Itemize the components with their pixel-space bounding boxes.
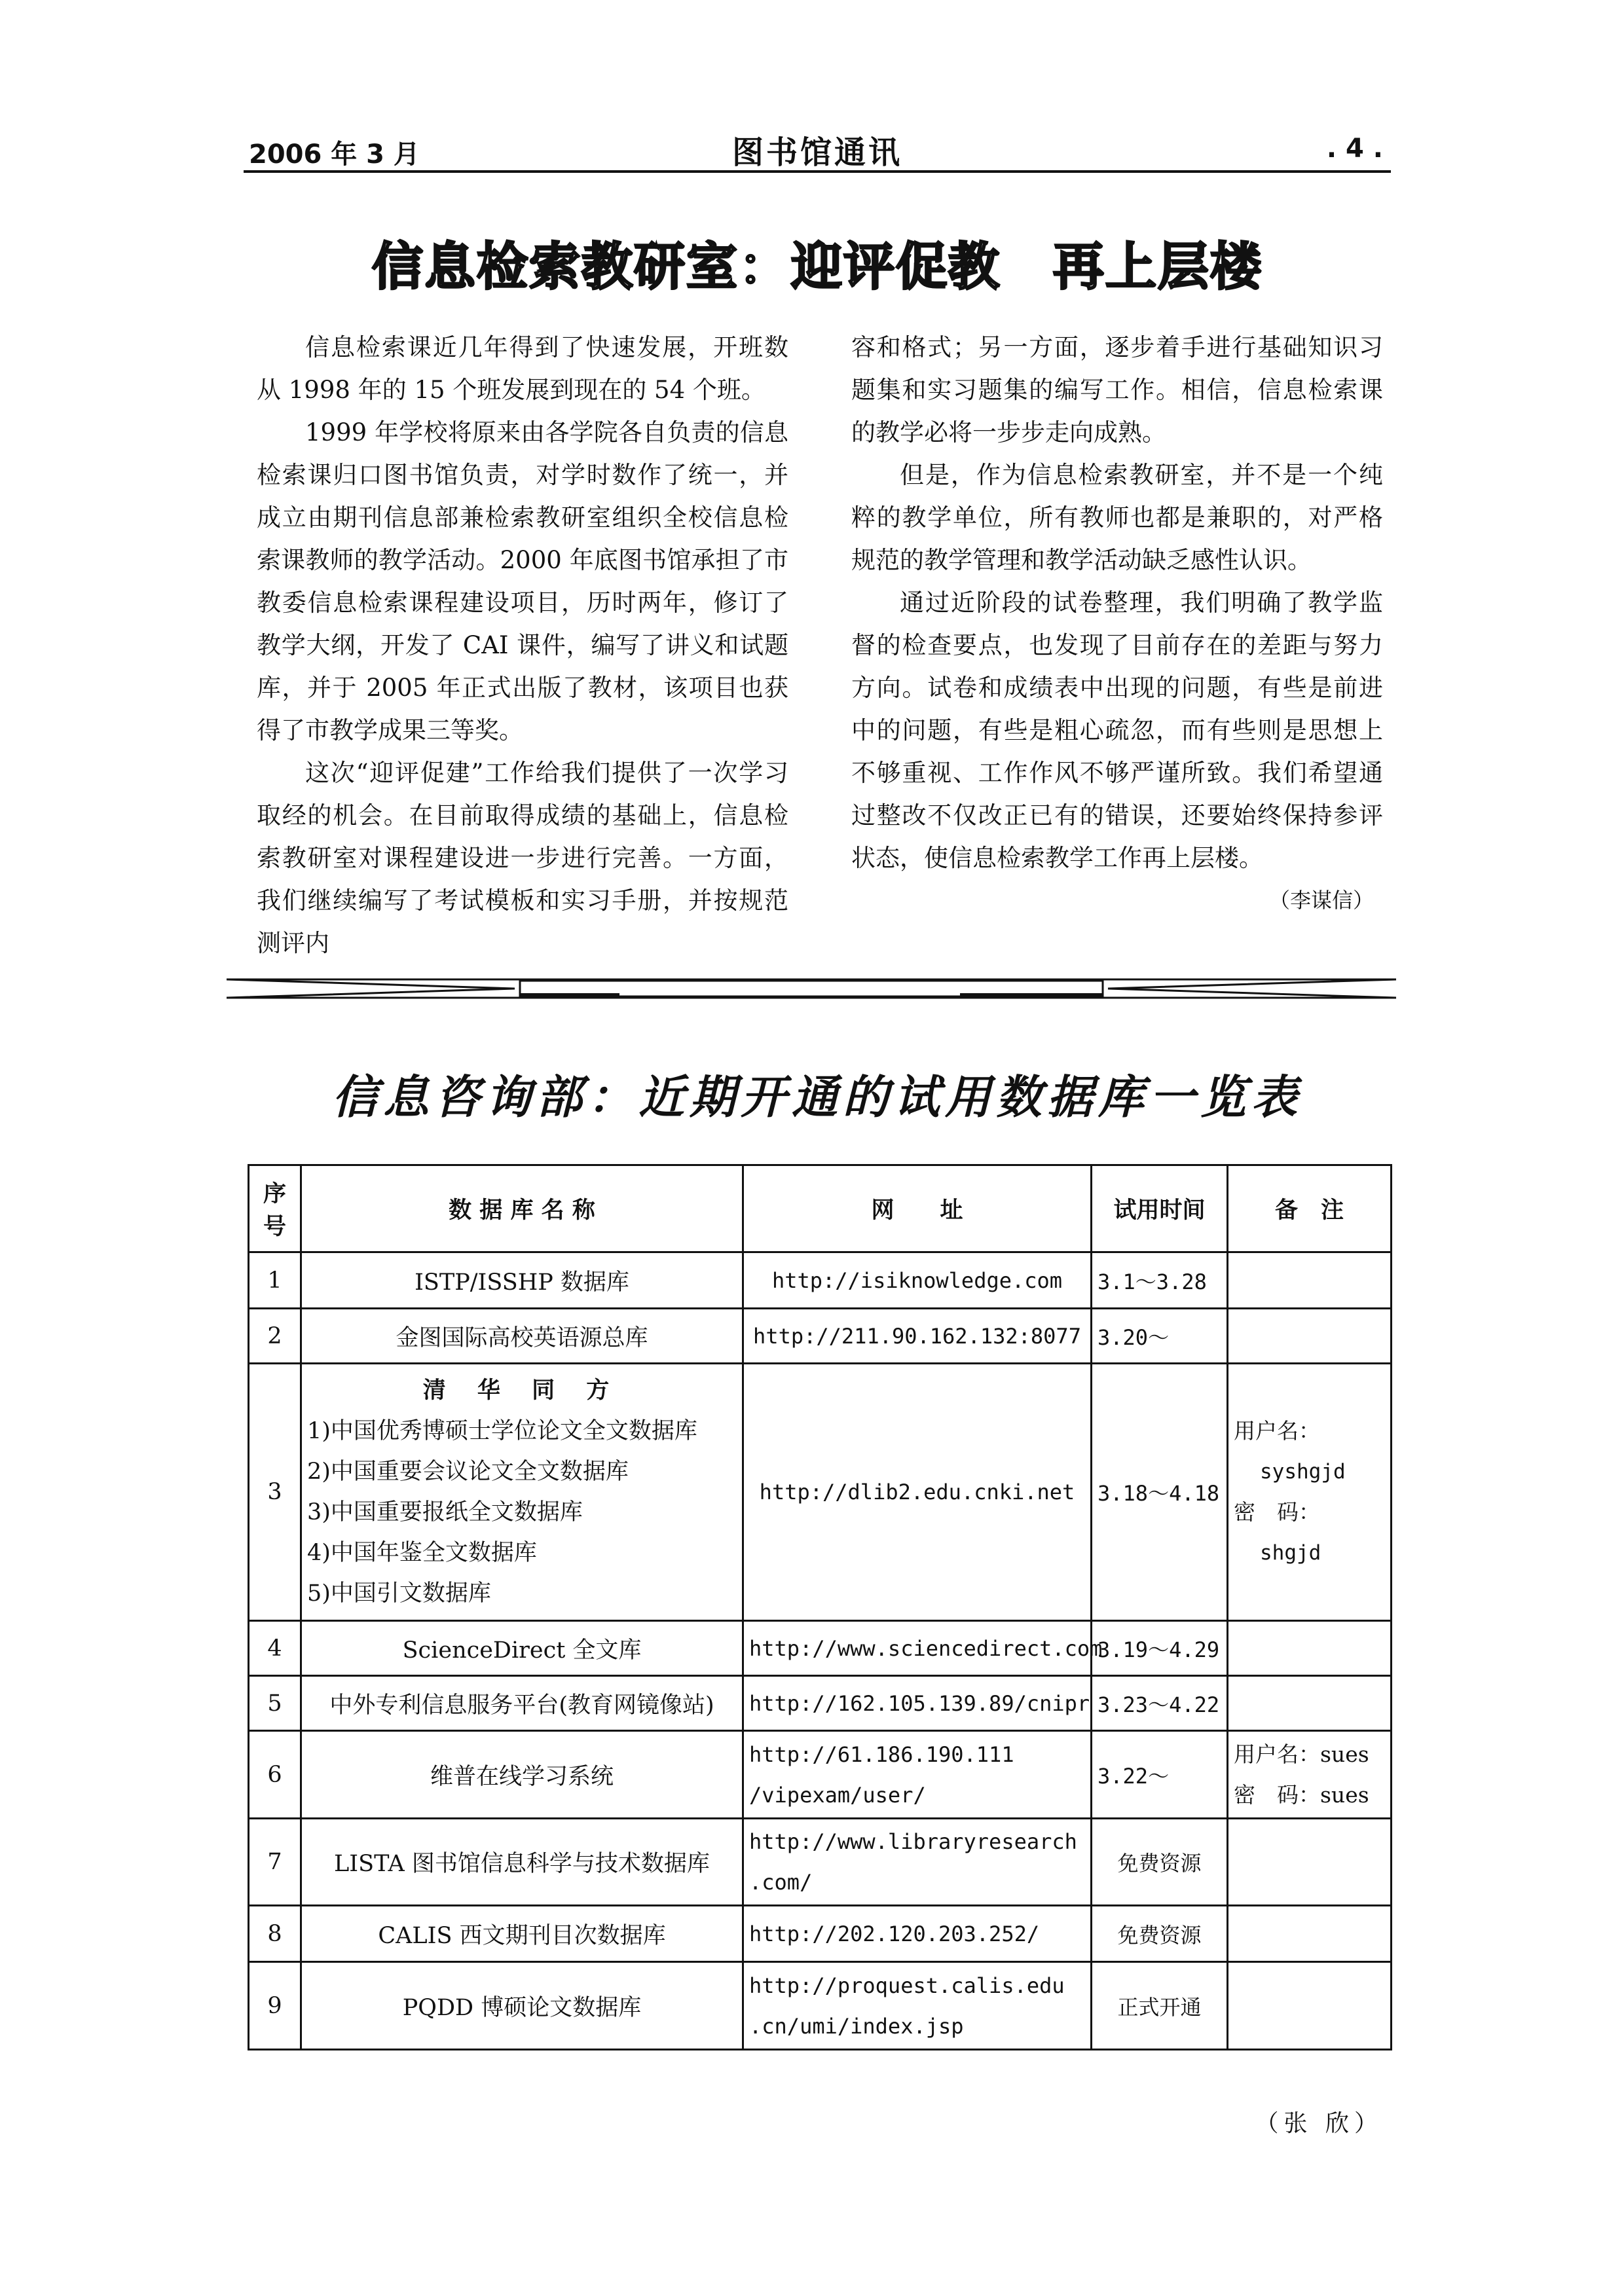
header-name: 数 据 库 名 称 [301, 1165, 743, 1252]
db-url [743, 1962, 1092, 2050]
db-url: http://dlib2.edu.cnki.net [743, 1364, 1092, 1621]
article1-author: （李谋信） [1268, 888, 1374, 913]
table-row [249, 1364, 1392, 1621]
trial-time: 免费资源 [1092, 1819, 1228, 1906]
db-name: CALIS 西文期刊目次数据库 [301, 1906, 743, 1962]
db-name: 中外专利信息服务平台(教育网镜像站) [301, 1676, 743, 1731]
table-row [249, 1676, 1392, 1731]
url-line: http://www.libraryresearch [749, 1829, 1077, 1854]
trial-time: 3.22～ [1092, 1731, 1228, 1819]
trial-time: 3.1～3.28 [1092, 1252, 1228, 1309]
header-note: 备 注 [1228, 1165, 1392, 1252]
db-note [1228, 1731, 1392, 1819]
section-divider [227, 975, 1396, 1002]
row-num: 2 [249, 1309, 301, 1364]
db-url: http://162.105.139.89/cnipr [743, 1676, 1092, 1731]
trial-time: 3.18～4.18 [1092, 1364, 1228, 1621]
db-note [1228, 1676, 1392, 1731]
url-line: .cn/umi/index.jsp [749, 2013, 964, 2039]
note-line: 用户名：sues [1234, 1741, 1369, 1767]
paragraph: 信息检索课近几年得到了快速发展，开班数从 1998 年的 15 个班发展到现在的 54 个班。 [257, 333, 788, 404]
db-note [1228, 1364, 1392, 1621]
table-row [249, 1621, 1392, 1676]
trial-time: 3.23～4.22 [1092, 1676, 1228, 1731]
paragraph-continuation: 容和格式；另一方面，逐步着手进行基础知识习题集和实习题集的编写工作。相信，信息检索课的教学必将一步步走向成熟。 [851, 333, 1383, 446]
note-line: shgjd [1260, 1541, 1321, 1565]
header-url: 网 址 [743, 1165, 1092, 1252]
article1-right-column [851, 326, 1383, 922]
trial-time: 免费资源 [1092, 1906, 1228, 1962]
article2-author: （张 欣） [1255, 2110, 1383, 2137]
paragraph: 1999 年学校将原来由各学院各自负责的信息检索课归口图书馆负责，对学时数作了统一，并成立由期刊信息部兼检索教研室组织全校信息检索课教师的教学活动。2000 年底图书馆承担了市教委信息检索课程建设项目，历时两年，修订了教学大纲，开发了 CAI 课件，编写了讲义和试题库，并于 2005 年正式出版了教材，该项目也获得了市教学成果三等奖。 [257, 418, 788, 744]
article1-left-column [257, 326, 788, 964]
table-row [249, 1962, 1392, 2050]
article1-title: 信息检索教研室：迎评促教 再上层楼 [371, 238, 1263, 297]
db-name: ScienceDirect 全文库 [301, 1621, 743, 1676]
row-num: 7 [249, 1819, 301, 1906]
trial-time: 3.19～4.29 [1092, 1621, 1228, 1676]
db-group-title: 清 华 同 方 [422, 1377, 621, 1404]
note-line: syshgjd [1260, 1460, 1346, 1484]
url-line: /vipexam/user/ [749, 1782, 926, 1808]
db-sub-item: 2)中国重要会议论文全文数据库 [307, 1459, 629, 1485]
db-note [1228, 1962, 1392, 2050]
note-line: 密 码： [1234, 1499, 1320, 1525]
db-name: PQDD 博硕论文数据库 [301, 1962, 743, 2050]
row-num: 9 [249, 1962, 301, 2050]
db-url: http://202.120.203.252/ [743, 1906, 1092, 1962]
page-header [244, 130, 1391, 173]
journal-title: 图书馆通讯 [731, 134, 902, 171]
db-note [1228, 1819, 1392, 1906]
db-name: ISTP/ISSHP 数据库 [301, 1252, 743, 1309]
paragraph: 通过近阶段的试卷整理，我们明确了教学监督的检查要点，也发现了目前存在的差距与努力方向。试卷和成绩表中出现的问题，有些是前进中的问题，有些是粗心疏忽，而有些则是思想上不够重视、工作作风不够严谨所致。我们希望通过整改不仅改正已有的错误，还要始终保持参评状态，使信息检索教学工作再上层楼。 [851, 589, 1383, 872]
db-sub-item: 5)中国引文数据库 [307, 1580, 491, 1607]
db-name: 维普在线学习系统 [301, 1731, 743, 1819]
page-number: . 4 . [1326, 134, 1383, 164]
note-line: 密 码：sues [1234, 1781, 1369, 1808]
db-url: http://211.90.162.132:8077 [743, 1309, 1092, 1364]
db-note [1228, 1309, 1392, 1364]
db-sub-item: 1)中国优秀博硕士学位论文全文数据库 [307, 1418, 697, 1444]
row-num: 4 [249, 1621, 301, 1676]
row-num: 1 [249, 1252, 301, 1309]
trial-time: 3.20～ [1092, 1309, 1228, 1364]
url-line: http://61.186.190.111 [749, 1741, 1014, 1767]
table-row [249, 1906, 1392, 1962]
row-num: 8 [249, 1906, 301, 1962]
paragraph: 但是，作为信息检索教研室，并不是一个纯粹的教学单位，所有教师也都是兼职的，对严格规范的教学管理和教学活动缺乏感性认识。 [851, 461, 1383, 574]
db-name: 金图国际高校英语源总库 [301, 1309, 743, 1364]
row-num: 6 [249, 1731, 301, 1819]
table-row [249, 1731, 1392, 1819]
database-table [248, 1164, 1392, 2050]
db-note [1228, 1252, 1392, 1309]
db-note [1228, 1621, 1392, 1676]
trial-time: 正式开通 [1092, 1962, 1228, 2050]
row-num: 3 [249, 1364, 301, 1621]
header-time: 试用时间 [1092, 1165, 1228, 1252]
article2-title: 信息咨询部：近期开通的试用数据库一览表 [332, 1070, 1302, 1124]
table-header-row [249, 1165, 1392, 1252]
db-sub-item: 3)中国重要报纸全文数据库 [307, 1499, 583, 1525]
db-url: http://www.sciencedirect.com [743, 1621, 1092, 1676]
header-num: 序号 [249, 1165, 301, 1252]
db-note [1228, 1906, 1392, 1962]
table-row [249, 1309, 1392, 1364]
db-url [743, 1731, 1092, 1819]
row-num: 5 [249, 1676, 301, 1731]
table-row [249, 1819, 1392, 1906]
article1-body [257, 326, 1392, 957]
table-row [249, 1252, 1392, 1309]
url-line: .com/ [749, 1870, 813, 1895]
paragraph: 这次“迎评促建”工作给我们提供了一次学习取经的机会。在目前取得成绩的基础上，信息检索教研室对课程建设进一步进行完善。一方面，我们继续编写了考试模板和实习手册，并按规范测评内 [257, 759, 788, 957]
db-name: LISTA 图书馆信息科学与技术数据库 [301, 1819, 743, 1906]
note-line: 用户名： [1234, 1418, 1320, 1444]
url-line: http://proquest.calis.edu [749, 1973, 1065, 1998]
db-url: http://isiknowledge.com [743, 1252, 1092, 1309]
db-url [743, 1819, 1092, 1906]
db-name-group [301, 1364, 743, 1621]
db-sub-item: 4)中国年鉴全文数据库 [307, 1540, 537, 1566]
issue-date: 2006 年 3 月 [249, 139, 420, 170]
